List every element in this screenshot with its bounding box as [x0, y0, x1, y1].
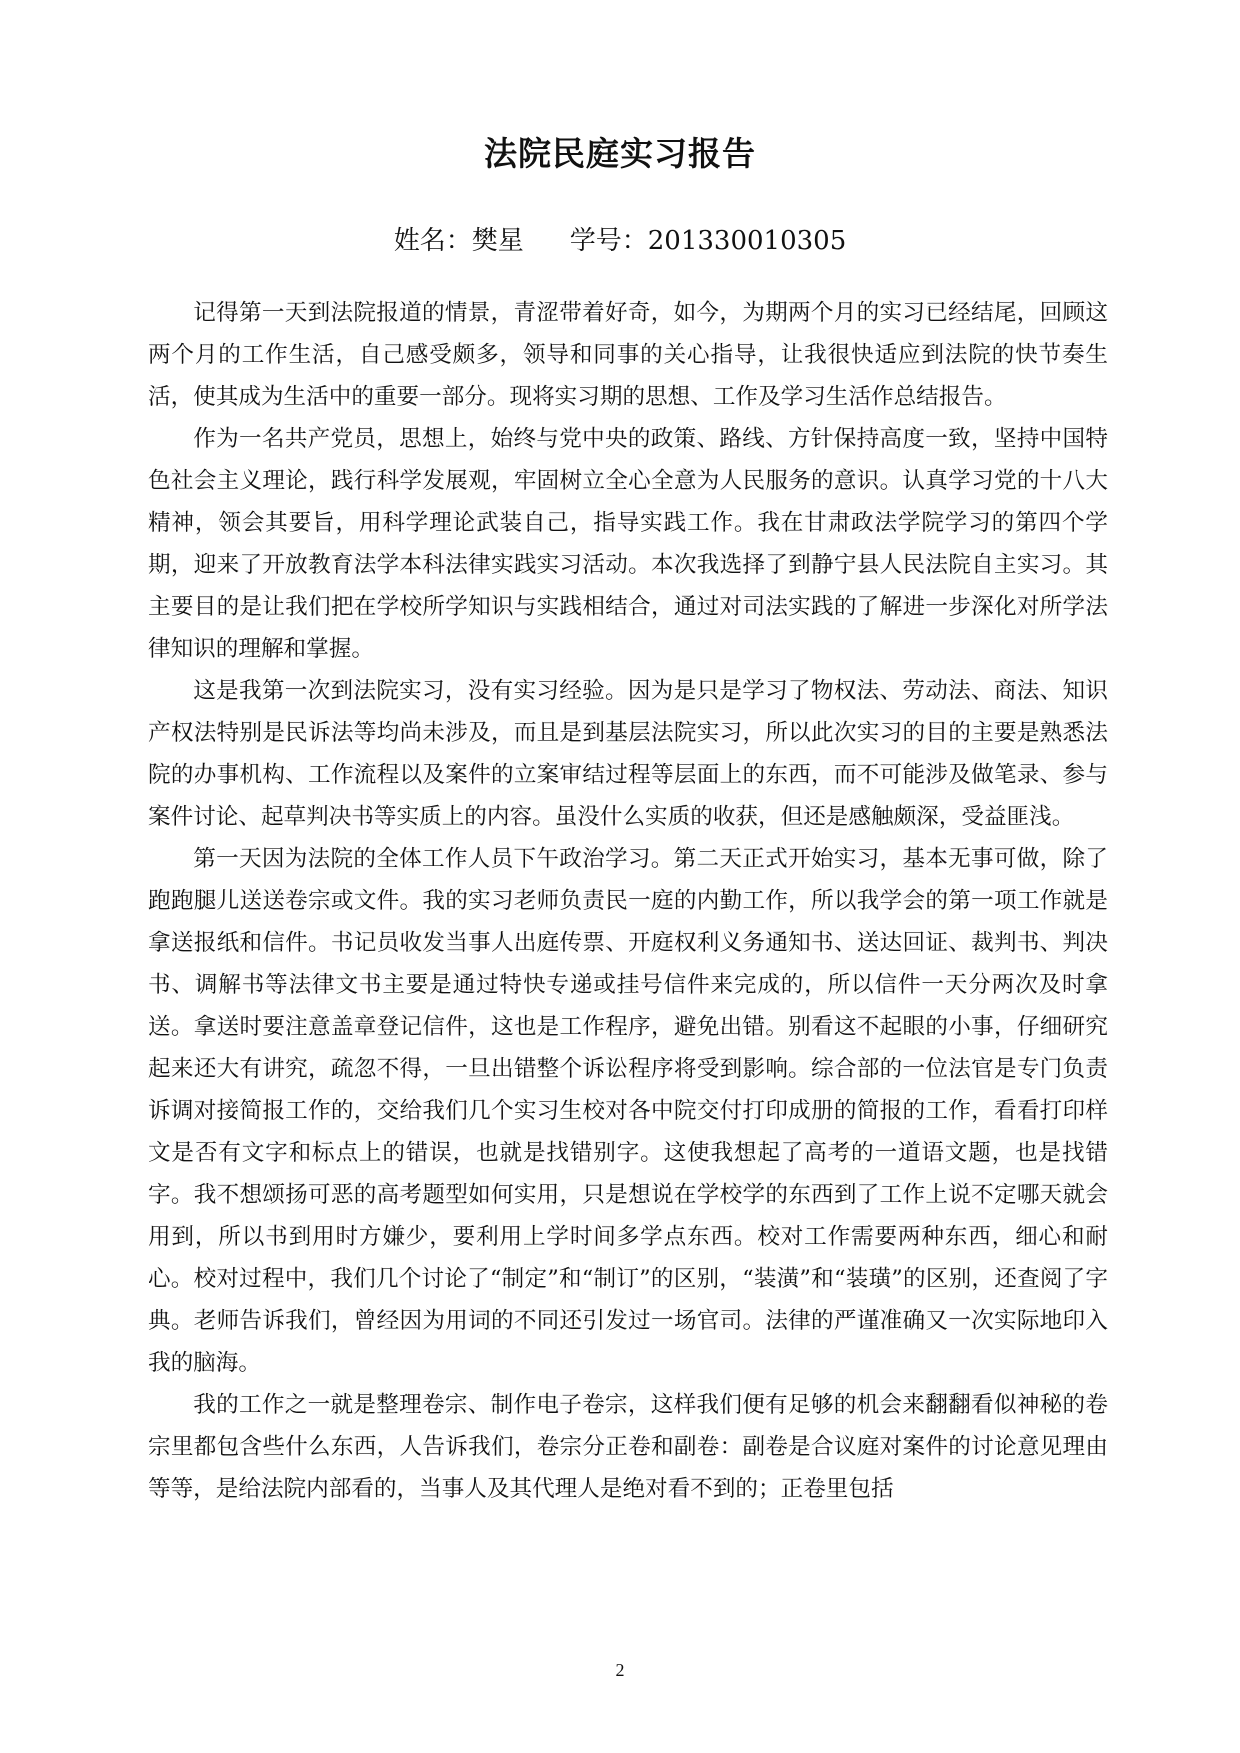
paragraph: 记得第一天到法院报道的情景，青涩带着好奇，如今，为期两个月的实习已经结尾，回顾这两个月的工作生活，自己感受颇多，领导和同事的关心指导，让我很快适应到法院的快节奏生活，使其成为生活中的重要一部分。现将实习期的思想、工作及学习生活作总结报告。 — [148, 300, 1108, 410]
body-text — [148, 292, 1108, 1510]
paragraph: 第一天因为法院的全体工作人员下午政治学习。第二天正式开始实习，基本无事可做，除了跑跑腿儿送送卷宗或文件。我的实习老师负责民一庭的内勤工作，所以我学会的第一项工作就是拿送报纸和信件。书记员收发当事人出庭传票、开庭权利义务通知书、送达回证、裁判书、判决书、调解书等法律文书主要是通过特快专递或挂号信件来完成的，所以信件一天分两次及时拿送。拿送时要注意盖章登记信件，这也是工作程序，避免出错。别看这不起眼的小事，仔细研究起来还大有讲究，疏忽不得，一旦出错整个诉讼程序将受到影响。综合部的一位法官是专门负责诉调对接简报工作的，交给我们几个实习生校对各中院交付打印成册的简报的工作，看看打印样文是否有文字和标点上的错误，也就是找错别字。这使我想起了高考的一道语文题，也是找错字。我不想颂扬可恶的高考题型如何实用，只是想说在学校学的东西到了工作上说不定哪天就会用到，所以书到用时方嫌少，要利用上学时间多学点东西。校对工作需要两种东西，细心和耐心。校对过程中，我们几个讨论了“制定”和“制订”的区别，“装潢”和“装璜”的区别，还查阅了字典。老师告诉我们，曾经因为用词的不同还引发过一场官司。法律的严谨准确又一次实际地印入我的脑海。 — [148, 846, 1108, 1376]
author-name: 姓名：樊星 — [393, 226, 524, 256]
paragraph: 作为一名共产党员，思想上，始终与党中央的政策、路线、方针保持高度一致，坚持中国特色社会主义理论，践行科学发展观，牢固树立全心全意为人民服务的意识。认真学习党的十八大精神，领会其要旨，用科学理论武装自己，指导实践工作。我在甘肃政法学院学习的第四个学期，迎来了开放教育法学本科法律实践实习活动。本次我选择了到静宁县人民法院自主实习。其主要目的是让我们把在学校所学知识与实践相结合，通过对司法实践的了解进一步深化对所学法律知识的理解和掌握。 — [148, 426, 1108, 662]
author-line — [0, 220, 1240, 257]
paragraph: 这是我第一次到法院实习，没有实习经验。因为是只是学习了物权法、劳动法、商法、知识产权法特别是民诉法等均尚未涉及，而且是到基层法院实习，所以此次实习的目的主要是熟悉法院的办事机构、工作流程以及案件的立案审结过程等层面上的东西，而不可能涉及做笔录、参与案件讨论、起草判决书等实质上的内容。虽没什么实质的收获，但还是感触颇深，受益匪浅。 — [148, 678, 1108, 830]
page-number: 2 — [615, 1660, 625, 1680]
paragraph: 我的工作之一就是整理卷宗、制作电子卷宗，这样我们便有足够的机会来翻翻看似神秘的卷宗里都包含些什么东西，人告诉我们，卷宗分正卷和副卷：副卷是合议庭对案件的讨论意见理由等等，是给法院内部看的，当事人及其代理人是绝对看不到的；正卷里包括 — [148, 1392, 1108, 1502]
document-title: 法院民庭实习报告 — [484, 134, 756, 173]
student-id: 学号：201330010305 — [569, 226, 847, 256]
